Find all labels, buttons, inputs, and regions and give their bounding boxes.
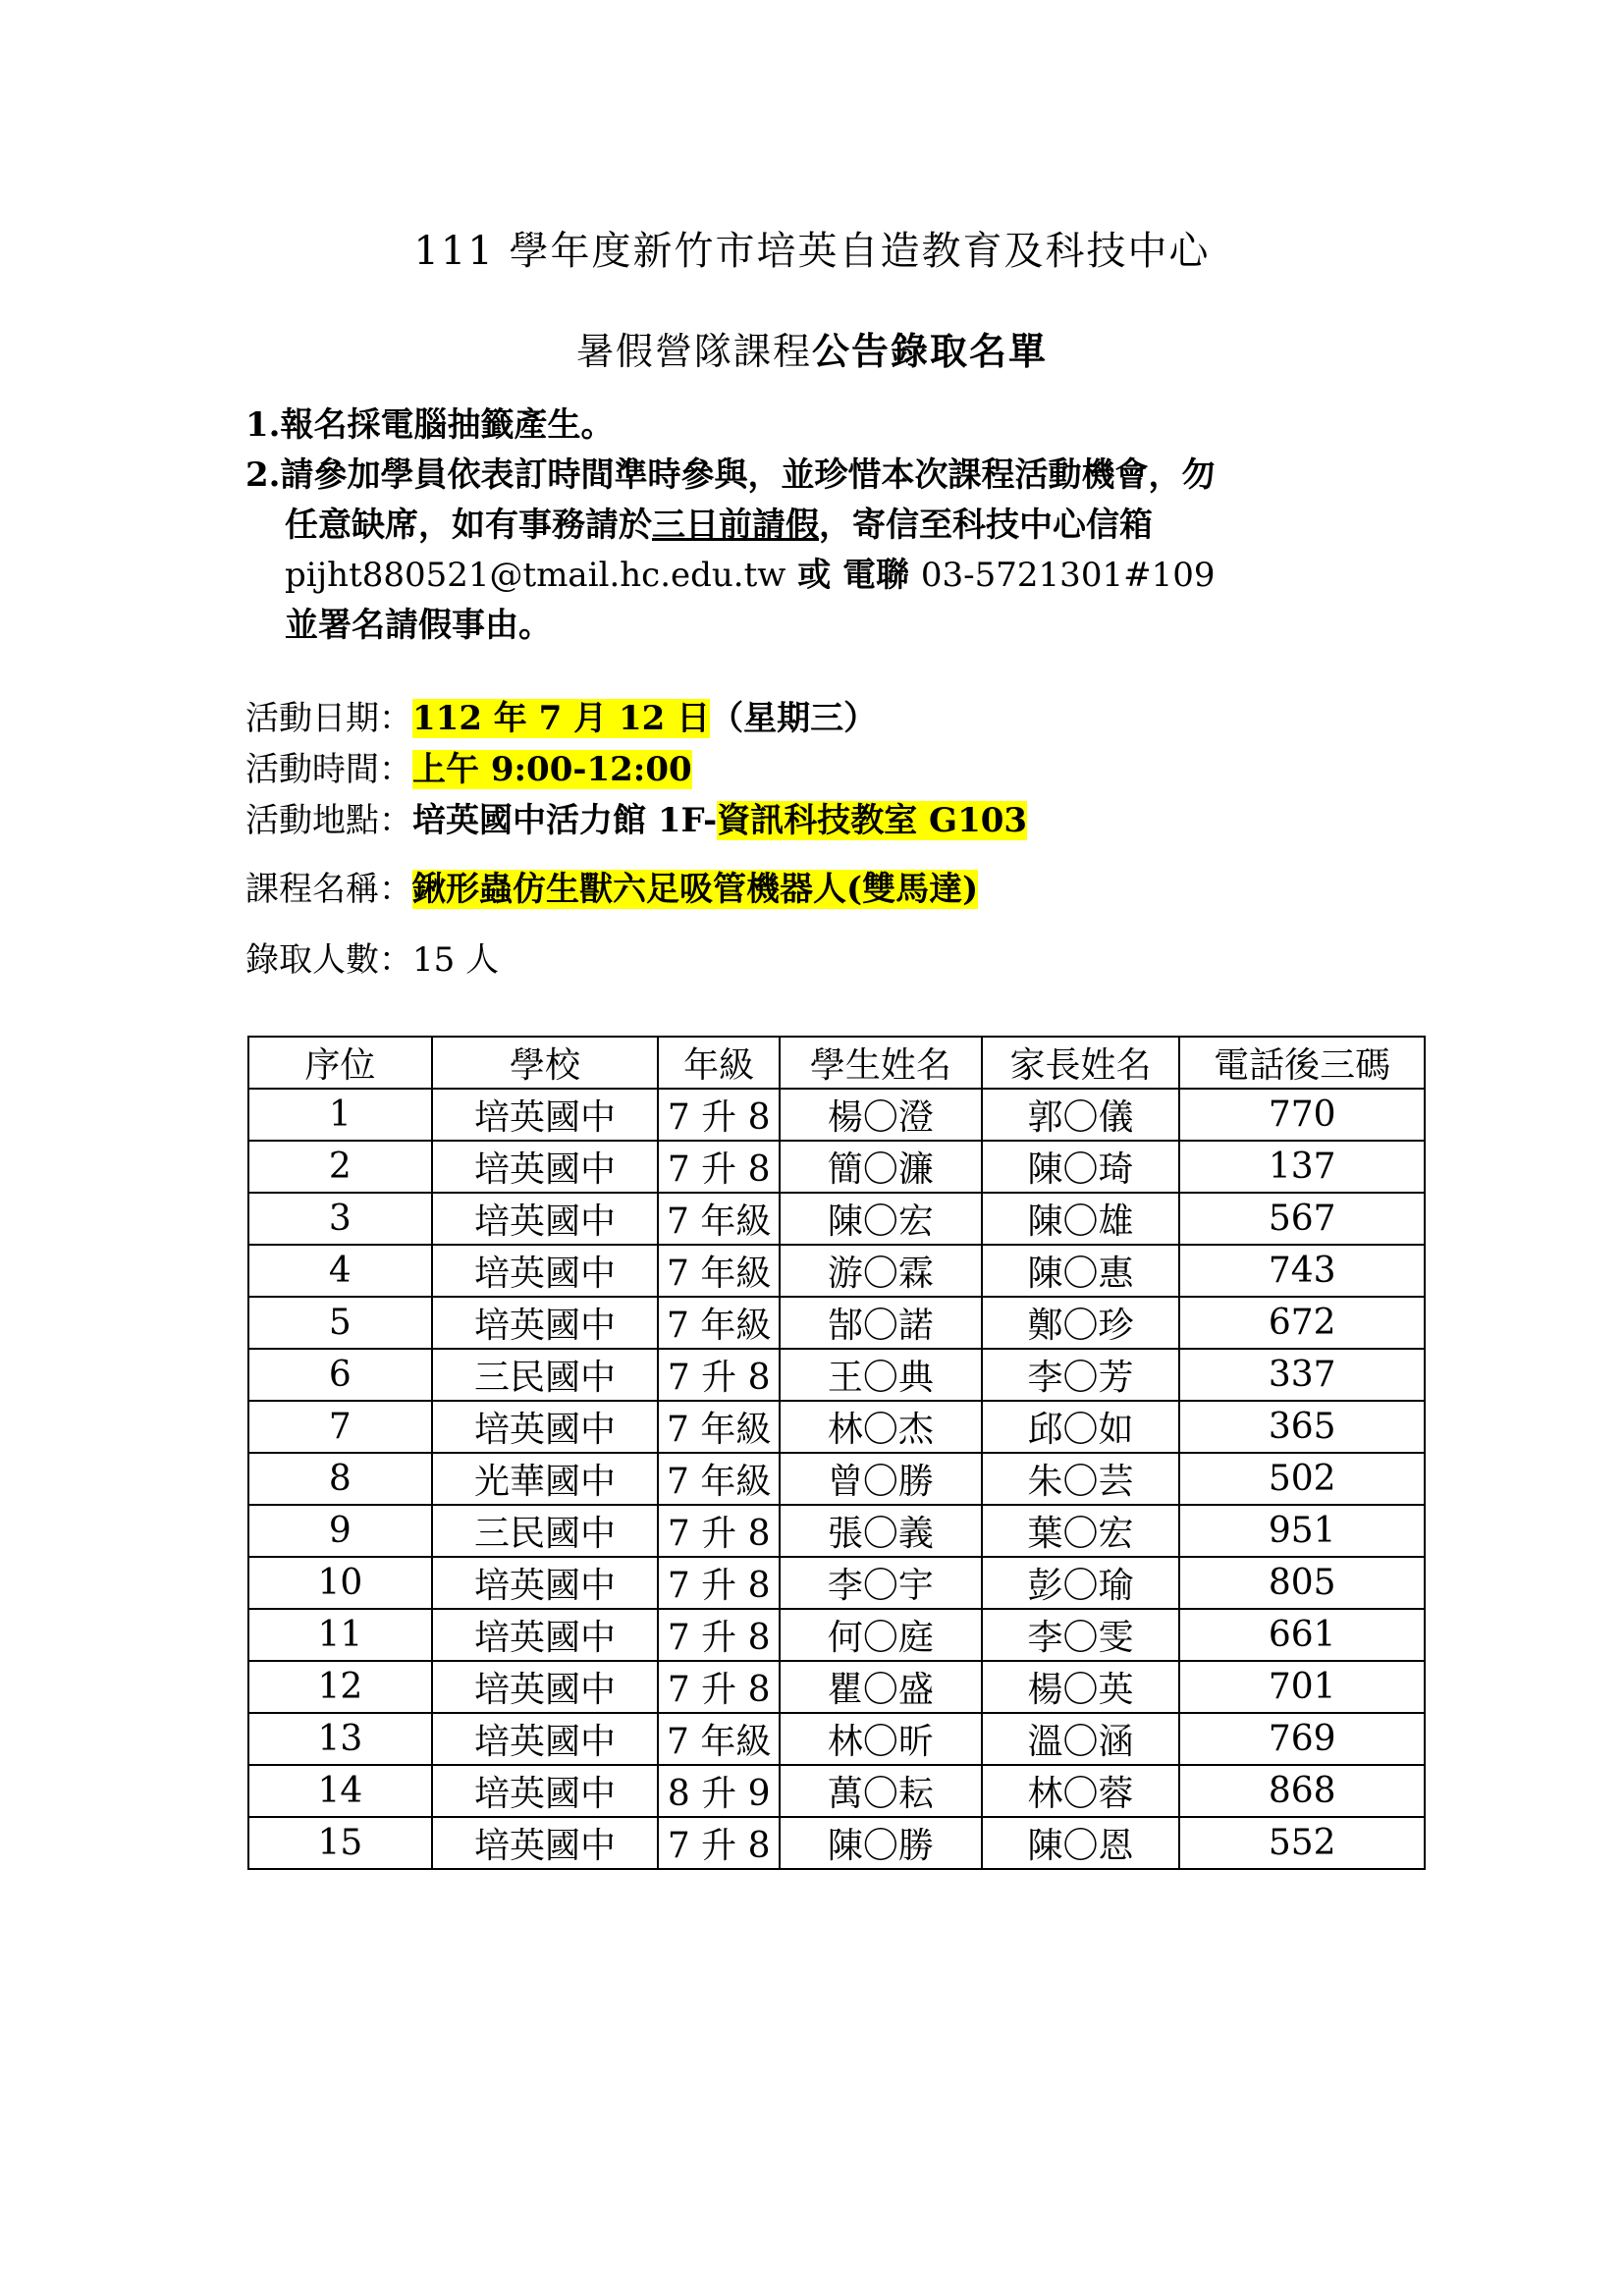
header-school: 學校	[432, 1037, 659, 1089]
cell-rank: 6	[248, 1349, 432, 1401]
cell-grade: 7 升 8	[658, 1817, 780, 1869]
cell-parent-name: 邱〇如	[982, 1401, 1180, 1453]
cell-rank: 10	[248, 1557, 432, 1609]
cell-parent-name: 林〇蓉	[982, 1765, 1180, 1817]
cell-student-name: 郜〇諾	[780, 1297, 982, 1349]
cell-rank: 4	[248, 1245, 432, 1297]
header-rank: 序位	[248, 1037, 432, 1089]
cell-student-name: 曾〇勝	[780, 1453, 982, 1505]
contact-phone: 03-5721301#109	[920, 556, 1216, 595]
header-phone-last3: 電話後三碼	[1179, 1037, 1425, 1089]
cell-school: 三民國中	[432, 1349, 659, 1401]
cell-school: 培英國中	[432, 1765, 659, 1817]
cell-phone-last3: 502	[1179, 1453, 1425, 1505]
table-row	[248, 1297, 1425, 1349]
header-parent-name: 家長姓名	[982, 1037, 1180, 1089]
cell-school: 培英國中	[432, 1089, 659, 1141]
cell-grade: 7 升 8	[658, 1089, 780, 1141]
course-label: 課程名稱：	[245, 870, 412, 909]
cell-rank: 7	[248, 1401, 432, 1453]
cell-student-name: 簡〇濂	[780, 1141, 982, 1193]
activity-date	[245, 693, 1424, 744]
table-row	[248, 1765, 1425, 1817]
cell-student-name: 林〇昕	[780, 1713, 982, 1765]
cell-school: 培英國中	[432, 1557, 659, 1609]
activity-time	[245, 744, 1424, 795]
cell-rank: 8	[248, 1453, 432, 1505]
cell-rank: 14	[248, 1765, 432, 1817]
header-grade: 年級	[658, 1037, 780, 1089]
cell-rank: 5	[248, 1297, 432, 1349]
note-2-post: ，寄信至科技中心信箱	[819, 506, 1153, 545]
table-row	[248, 1505, 1425, 1557]
cell-grade: 7 年級	[658, 1297, 780, 1349]
cell-phone-last3: 770	[1179, 1089, 1425, 1141]
note-2-line-3	[245, 551, 1424, 601]
cell-grade: 7 升 8	[658, 1557, 780, 1609]
contact-email: pijht880521@tmail.hc.edu.tw	[285, 556, 786, 595]
table-row	[248, 1193, 1425, 1245]
cell-phone-last3: 567	[1179, 1193, 1425, 1245]
admission-table	[247, 1036, 1426, 1870]
cell-grade: 7 升 8	[658, 1661, 780, 1713]
cell-parent-name: 鄭〇珍	[982, 1297, 1180, 1349]
cell-rank: 15	[248, 1817, 432, 1869]
cell-school: 培英國中	[432, 1245, 659, 1297]
note-2-line-1: 2.請參加學員依表訂時間準時參與，並珍惜本次課程活動機會，勿	[245, 455, 1216, 495]
date-value: 112 年 7 月 12 日	[412, 699, 711, 738]
cell-rank: 3	[248, 1193, 432, 1245]
cell-student-name: 何〇庭	[780, 1609, 982, 1661]
note-2-underline: 三日前請假	[652, 506, 819, 545]
cell-grade: 8 升 9	[658, 1765, 780, 1817]
cell-parent-name: 陳〇琦	[982, 1141, 1180, 1193]
cell-phone-last3: 365	[1179, 1401, 1425, 1453]
cell-school: 培英國中	[432, 1193, 659, 1245]
table-row	[248, 1661, 1425, 1713]
note-2-line-2	[245, 501, 1424, 551]
admit-count	[245, 934, 1424, 986]
cell-phone-last3: 661	[1179, 1609, 1425, 1661]
cell-rank: 9	[248, 1505, 432, 1557]
table-body	[248, 1089, 1425, 1869]
table-row	[248, 1609, 1425, 1661]
document-title: 111 學年度新竹市培英自造教育及科技中心	[413, 229, 1211, 274]
course-name	[245, 864, 1424, 915]
cell-phone-last3: 805	[1179, 1557, 1425, 1609]
document-subtitle	[0, 324, 1624, 379]
cell-parent-name: 葉〇宏	[982, 1505, 1180, 1557]
cell-parent-name: 李〇芳	[982, 1349, 1180, 1401]
count-value: 15 人	[412, 940, 500, 980]
cell-student-name: 張〇義	[780, 1505, 982, 1557]
cell-grade: 7 升 8	[658, 1609, 780, 1661]
cell-phone-last3: 701	[1179, 1661, 1425, 1713]
cell-parent-name: 郭〇儀	[982, 1089, 1180, 1141]
cell-phone-last3: 769	[1179, 1713, 1425, 1765]
cell-grade: 7 升 8	[658, 1141, 780, 1193]
cell-phone-last3: 868	[1179, 1765, 1425, 1817]
cell-grade: 7 年級	[658, 1453, 780, 1505]
time-value: 上午 9:00-12:00	[412, 750, 692, 789]
course-value: 鍬形蟲仿生獸六足吸管機器人(雙馬達)	[412, 870, 979, 909]
cell-student-name: 游〇霖	[780, 1245, 982, 1297]
table-row	[248, 1141, 1425, 1193]
subtitle-plain: 暑假營隊課程	[575, 330, 812, 373]
cell-school: 培英國中	[432, 1609, 659, 1661]
count-label: 錄取人數：	[245, 940, 412, 980]
note-1: 1.報名採電腦抽籤產生。	[245, 405, 615, 445]
cell-parent-name: 朱〇芸	[982, 1453, 1180, 1505]
place-value: 培英國中活力館 1F-	[412, 801, 718, 840]
cell-phone-last3: 337	[1179, 1349, 1425, 1401]
table-row	[248, 1713, 1425, 1765]
cell-parent-name: 陳〇恩	[982, 1817, 1180, 1869]
cell-parent-name: 李〇雯	[982, 1609, 1180, 1661]
cell-parent-name: 楊〇英	[982, 1661, 1180, 1713]
cell-student-name: 陳〇勝	[780, 1817, 982, 1869]
cell-parent-name: 溫〇涵	[982, 1713, 1180, 1765]
header-student-name: 學生姓名	[780, 1037, 982, 1089]
cell-grade: 7 升 8	[658, 1349, 780, 1401]
cell-school: 光華國中	[432, 1453, 659, 1505]
note-2-pre: 任意缺席，如有事務請於	[285, 506, 652, 545]
cell-phone-last3: 672	[1179, 1297, 1425, 1349]
cell-phone-last3: 951	[1179, 1505, 1425, 1557]
cell-grade: 7 年級	[658, 1401, 780, 1453]
cell-parent-name: 彭〇瑜	[982, 1557, 1180, 1609]
cell-student-name: 陳〇宏	[780, 1193, 982, 1245]
cell-parent-name: 陳〇雄	[982, 1193, 1180, 1245]
table-row	[248, 1245, 1425, 1297]
cell-student-name: 萬〇耘	[780, 1765, 982, 1817]
cell-rank: 12	[248, 1661, 432, 1713]
cell-rank: 11	[248, 1609, 432, 1661]
cell-student-name: 楊〇澄	[780, 1089, 982, 1141]
date-label: 活動日期：	[245, 699, 412, 738]
place-value-highlight: 資訊科技教室 G103	[717, 801, 1028, 840]
cell-school: 培英國中	[432, 1141, 659, 1193]
contact-or: 或 電聯	[785, 556, 910, 595]
cell-phone-last3: 743	[1179, 1245, 1425, 1297]
cell-grade: 7 年級	[658, 1193, 780, 1245]
cell-grade: 7 年級	[658, 1245, 780, 1297]
cell-rank: 1	[248, 1089, 432, 1141]
cell-school: 三民國中	[432, 1505, 659, 1557]
cell-school: 培英國中	[432, 1661, 659, 1713]
cell-school: 培英國中	[432, 1817, 659, 1869]
notes-section	[245, 400, 1424, 651]
cell-parent-name: 陳〇惠	[982, 1245, 1180, 1297]
cell-student-name: 瞿〇盛	[780, 1661, 982, 1713]
activity-place	[245, 795, 1424, 846]
table-row	[248, 1453, 1425, 1505]
table-row	[248, 1817, 1425, 1869]
cell-grade: 7 年級	[658, 1713, 780, 1765]
cell-rank: 2	[248, 1141, 432, 1193]
table-row	[248, 1557, 1425, 1609]
cell-rank: 13	[248, 1713, 432, 1765]
date-suffix: （星期三）	[710, 699, 878, 738]
cell-school: 培英國中	[432, 1713, 659, 1765]
table-header-row	[248, 1037, 1425, 1089]
time-label: 活動時間：	[245, 750, 412, 789]
table-row	[248, 1089, 1425, 1141]
cell-student-name: 王〇典	[780, 1349, 982, 1401]
cell-school: 培英國中	[432, 1297, 659, 1349]
cell-phone-last3: 552	[1179, 1817, 1425, 1869]
cell-student-name: 李〇宇	[780, 1557, 982, 1609]
subtitle-bold: 公告錄取名單	[812, 329, 1049, 373]
cell-school: 培英國中	[432, 1401, 659, 1453]
cell-student-name: 林〇杰	[780, 1401, 982, 1453]
cell-phone-last3: 137	[1179, 1141, 1425, 1193]
cell-grade: 7 升 8	[658, 1505, 780, 1557]
note-2-line-4: 並署名請假事由。	[285, 606, 552, 645]
place-label: 活動地點：	[245, 801, 412, 840]
table-row	[248, 1401, 1425, 1453]
table-row	[248, 1349, 1425, 1401]
